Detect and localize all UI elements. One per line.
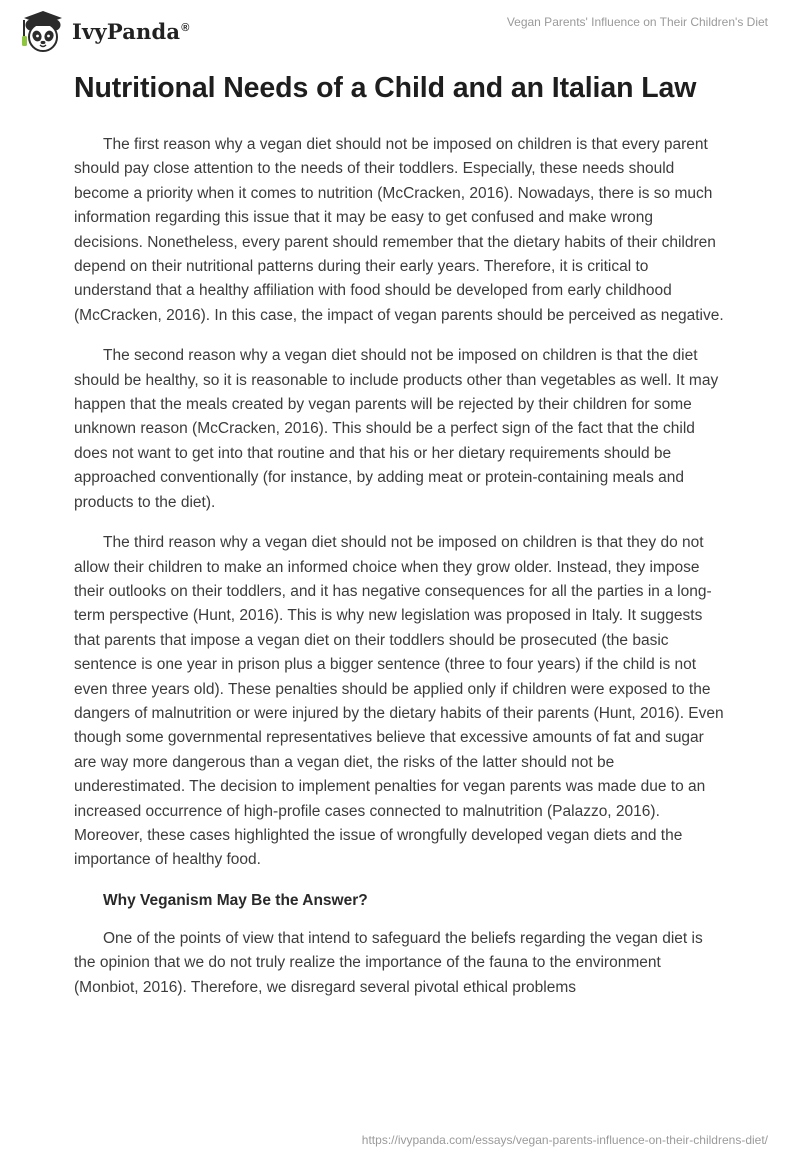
page-header <box>0 0 800 60</box>
registered-mark: ® <box>181 21 190 34</box>
panda-graduate-icon <box>16 8 68 54</box>
source-url-link[interactable]: https://ivypanda.com/essays/vegan-parents-influence-on-their-childrens-diet/ <box>361 1133 768 1147</box>
paragraph: The second reason why a vegan diet should not be imposed on children is that the diet should be healthy, so it is reasonable to include products other than vegetables as well. It may happen that the meals created by vegan parents will be rejected by their children for some unknown reason (McCracken, 2016). This should be a perfect sign of the fact that the child does not want to get into that routine and that his or her dietary requirements should be approached conventionally (for instance, by adding meat or protein-containing meals and products to the diet). <box>74 347 719 511</box>
article-body <box>74 133 726 1016</box>
paragraph: The third reason why a vegan diet should not be imposed on children is that they do not allow their children to make an informed choice when they grow older. Instead, they impose their outlooks on their toddlers, and it has negative consequences for all the parties in a long-term perspective (Hunt, 2016). This is why new legislation was proposed in Italy. It suggests that parents that impose a vegan diet on their toddlers should be prosecuted (the basic sentence is one year in prison plus a bigger sentence (three to four years) if the child is not even three years old). These penalties should be applied only if children were exposed to the dangers of malnutrition or were injured by the dietary habits of their parents (Hunt, 2016). Even though some governmental representatives believe that excessive amounts of fat and sugar are way more dangerous than a vegan diet, the risks of the latter should not be underestimated. The decision to implement penalties for vegan parents was made due to an increased occurrence of high-profile cases connected to malnutrition (Palazzo, 2016). Moreover, these cases highlighted the issue of wrongfully developed vegan diets and the importance of healthy food. <box>74 534 724 869</box>
paragraph: The first reason why a vegan diet should not be imposed on children is that every parent should pay close attention to the needs of their toddlers. Especially, these needs should become a priority when it comes to nutrition (McCracken, 2016). Nowadays, there is so much information regarding this issue that it may be easy to get confused and make wrong decisions. Nonetheless, every parent should remember that the dietary habits of their children depend on their nutritional patterns during their early years. Therefore, it is critical to understand that a healthy affiliation with food should be developed from early childhood (McCracken, 2016). In this case, the impact of vegan parents should be perceived as negative. <box>74 136 724 324</box>
page-title: Nutritional Needs of a Child and an Italian Law <box>74 72 697 104</box>
running-title: Vegan Parents' Influence on Their Children's Diet <box>506 15 768 29</box>
paragraph: One of the points of view that intend to safeguard the beliefs regarding the vegan diet is the opinion that we do not truly realize the importance of the fauna to the environment (Monbiot, 2016). Therefore, we disregard several pivotal ethical problems <box>74 929 703 996</box>
site-logo[interactable] <box>16 8 190 54</box>
section-subheading: Why Veganism May Be the Answer? <box>103 891 368 909</box>
logo-wordmark: IvyPanda® <box>72 18 190 44</box>
